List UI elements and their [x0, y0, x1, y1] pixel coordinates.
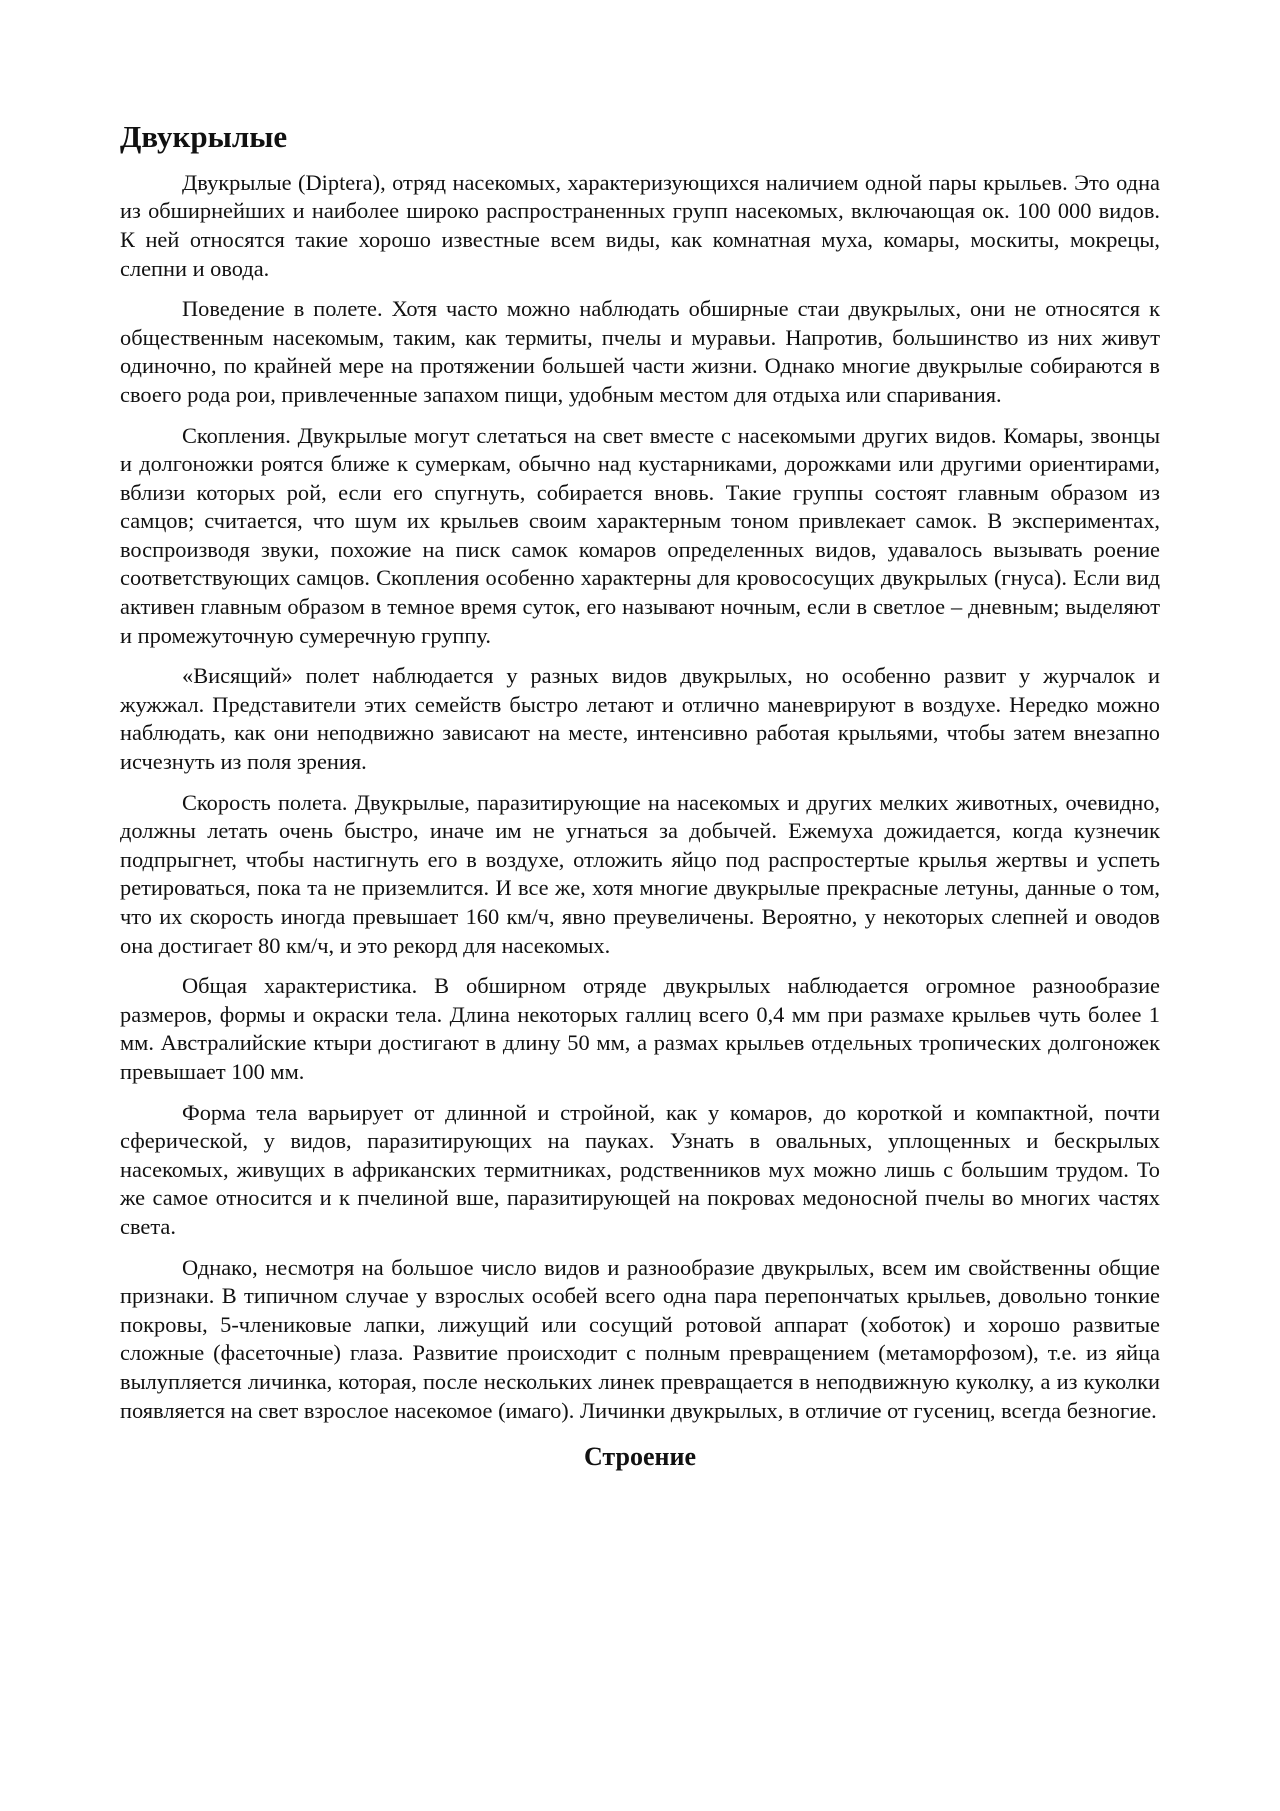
paragraph-hovering-flight: «Висящий» полет наблюдается у разных видов двукрылых, но особенно развит у журчалок и жужжал. Представители этих семейств быстро летают и отлично маневрируют в воздухе. Нередко можно наблюдать, как они неподвижно зависают на месте, интенсивно работая крыльями, чтобы затем внезапно исчезнуть из поля зрения.	[120, 663, 1160, 775]
paragraph-flight-speed: Скорость полета. Двукрылые, паразитирующие на насекомых и других мелких животных, очевидно, должны летать очень быстро, иначе им не угнаться за добычей. Ежемуха дожидается, когда кузнечик подпрыгнет, чтобы настигнуть его в воздухе, отложить яйцо под распростертые крылья жертвы и успеть ретироваться, пока та не приземлится. И все же, хотя многие двукрылые прекрасные летуны, данные о том, что их скорость иногда превышает 160 км/ч, явно преувеличены. Вероятно, у некоторых слепней и оводов она достигает 80 км/ч, и это рекорд для насекомых.	[120, 789, 1160, 958]
paragraph-common-features: Однако, несмотря на большое число видов и разнообразие двукрылых, всем им свойственны общие признаки. В типичном случае у взрослых особей всего одна пара перепончатых крыльев, довольно тонкие покровы, 5-члениковые лапки, лижущий или сосущий ротовой аппарат (хоботок) и хорошо развитые сложные (фасеточные) глаза. Развитие происходит с полным превращением (метаморфозом), т.е. из яйца вылупляется личинка, которая, после нескольких линек превращается в неподвижную куколку, а из куколки появляется на свет взрослое насекомое (имаго). Личинки двукрылых, в отличие от гусениц, всегда безногие.	[120, 1254, 1160, 1423]
document-title: Двукрылые	[120, 119, 288, 154]
paragraph-intro: Двукрылые (Diptera), отряд насекомых, характеризующихся наличием одной пары крыльев. Это одна из обширнейших и наиболее широко распространенных групп насекомых, включающая ок. 100 000 видов. К ней относятся такие хорошо известные всем виды, как комнатная муха, комары, москиты, мокрецы, слепни и овода.	[120, 169, 1160, 281]
paragraph-swarms: Скопления. Двукрылые могут слетаться на свет вместе с насекомыми других видов. Комары, звонцы и долгоножки роятся ближе к сумеркам, обычно над кустарниками, дорожками или другими ориентирами, вблизи которых рой, если его спугнуть, собирается вновь. Такие группы состоят главным образом из самцов; считается, что шум их крыльев своим характерным тоном привлекает самок. В экспериментах, воспроизводя звуки, похожие на писк самок комаров определенных видов, удавалось вызывать роение соответствующих самцов. Скопления особенно характерны для кровососущих двукрылых (гнуса). Если вид активен главным образом в темное время суток, его называют ночным, если в светлое – дневным; выделяют и промежуточную сумеречную группу.	[120, 422, 1160, 648]
document-body	[120, 118, 1160, 1472]
paragraph-body-shape: Форма тела варьирует от длинной и стройной, как у комаров, до короткой и компактной, почти сферической, у видов, паразитирующих на пауках. Узнать в овальных, уплощенных и бескрылых насекомых, живущих в африканских термитниках, родственников мух можно лишь с большим трудом. То же самое относится и к пчелиной вше, паразитирующей на покровах медоносной пчелы во многих частях света.	[120, 1099, 1160, 1239]
paragraph-flight-behavior: Поведение в полете. Хотя часто можно наблюдать обширные стаи двукрылых, они не относятся к общественным насекомым, таким, как термиты, пчелы и муравьи. Напротив, большинство из них живут одиночно, по крайней мере на протяжении большей части жизни. Однако многие двукрылые собираются в своего рода рои, привлеченные запахом пищи, удобным местом для отдыха или спаривания.	[120, 296, 1160, 407]
paragraph-general-characteristics: Общая характеристика. В обширном отряде двукрылых наблюдается огромное разнообразие размеров, формы и окраски тела. Длина некоторых галлиц всего 0,4 мм при размахе крыльев чуть более 1 мм. Австралийские ктыри достигают в длину 50 мм, а размах крыльев отдельных тропических долгоножек превышает 100 мм.	[120, 973, 1160, 1084]
section-heading-structure: Строение	[583, 1442, 697, 1472]
